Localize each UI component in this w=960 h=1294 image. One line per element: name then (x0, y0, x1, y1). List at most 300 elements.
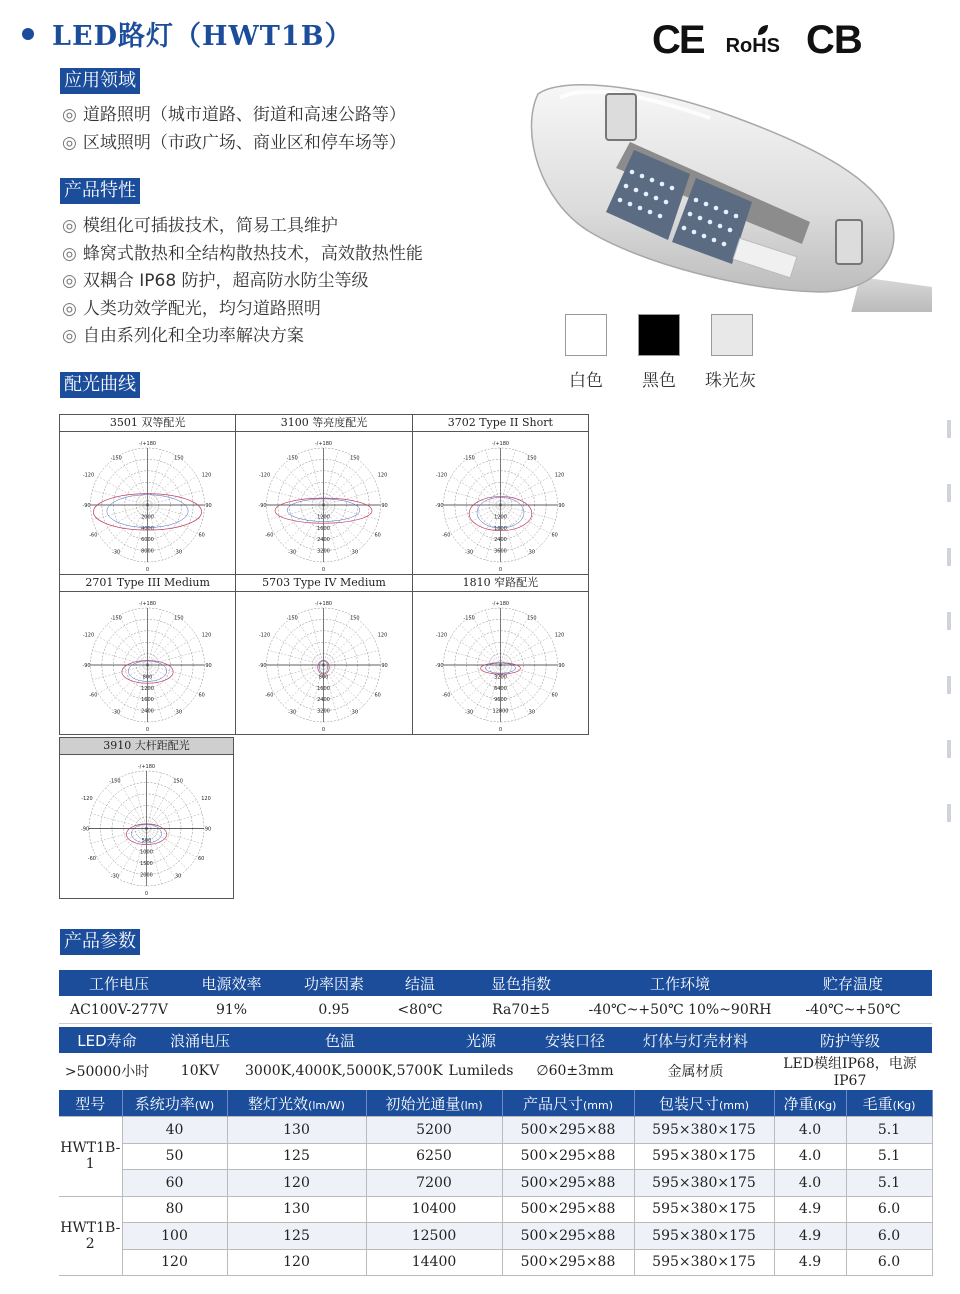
table-cell: 60 (122, 1170, 227, 1197)
model-col-header (227, 1090, 366, 1117)
section-application: 应用领域 (60, 68, 140, 94)
spec-value: >50000小时 (64, 1064, 150, 1080)
curve-label: 3501 双等配光 (60, 415, 235, 432)
spec-value: AC100V-277V (59, 996, 179, 1024)
col-unit: (Kg) (892, 1098, 916, 1112)
polar-angle-label: -30 (288, 709, 297, 716)
table-cell: 4.9 (774, 1249, 846, 1276)
polar-ring-label: 1600 (317, 685, 331, 692)
spec-header: 浪涌电压 (155, 1027, 245, 1053)
polar-spoke (500, 665, 549, 694)
spec-header: 灯体与灯壳材料 (623, 1027, 768, 1053)
polar-spoke (148, 665, 203, 680)
polar-angle-label: -/+180 (491, 601, 509, 607)
polar-spoke (91, 814, 147, 829)
polar-angle-label: 120 (378, 632, 388, 639)
polar-angle-label: -30 (464, 549, 473, 556)
list-item-text: 自由系列化和全功率解决方案 (82, 326, 304, 346)
table-cell: 130 (227, 1196, 366, 1223)
polar-angle-label: -30 (112, 549, 121, 556)
polar-angle-label: -60 (87, 856, 96, 863)
polar-ring-label: 12800 (492, 708, 509, 715)
polar-angle-label: -150 (463, 615, 475, 622)
swatch-label-black: 黑色 (642, 371, 676, 391)
col-name: 包装尺寸 (658, 1094, 719, 1113)
polar-spoke (324, 505, 373, 534)
polar-spoke (118, 779, 147, 829)
polar-ring-label: 1500 (140, 861, 153, 867)
spec-value: -40℃~+50℃ 10%~90RH (586, 996, 774, 1024)
section-features: 产品特性 (60, 178, 140, 204)
polar-spoke (309, 450, 324, 505)
list-item-text: 区域照明（市政广场、商业区和停车场等） (82, 132, 406, 153)
table-cell: 100 (122, 1223, 227, 1250)
polar-spoke (98, 477, 147, 506)
table-cell: 4.0 (774, 1143, 846, 1170)
polar-angle-label: 30 (175, 549, 183, 556)
rohs-text: RoHS (725, 35, 781, 57)
table-cell: 4.0 (774, 1170, 846, 1197)
polar-angle-label: 90 (204, 826, 212, 833)
polar-spoke (500, 637, 549, 666)
table-cell: 130 (227, 1117, 366, 1144)
polar-angle-label: -30 (112, 709, 121, 716)
spec-header: 光源 (435, 1027, 527, 1053)
polar-spoke (500, 610, 515, 665)
polar-spoke (133, 450, 148, 505)
table-cell: 4.9 (774, 1196, 846, 1223)
polar-angle-label: -90 (435, 503, 444, 509)
list-item (62, 268, 369, 295)
polar-spoke (147, 779, 176, 829)
spec-header: 功率因素 (284, 970, 384, 996)
col-unit: (mm) (583, 1098, 614, 1112)
polar-angle-label: 120 (378, 472, 388, 479)
list-item (62, 296, 321, 323)
polar-angle-label: 90 (205, 663, 212, 669)
curve-cell (59, 737, 234, 899)
polar-angle-label: -30 (110, 873, 119, 880)
polar-angle-label: 90 (557, 503, 565, 509)
polar-spoke (147, 773, 162, 829)
col-name: 系统功率 (134, 1094, 195, 1113)
table-cell: 6.0 (846, 1249, 932, 1276)
col-unit: (Kg) (813, 1098, 837, 1112)
table-cell: 500×295×88 (502, 1196, 634, 1223)
polar-ring-label: 800 (142, 674, 153, 681)
table-row (59, 1196, 932, 1223)
spec-header: 工作环境 (586, 970, 774, 996)
polar-spoke (107, 465, 147, 505)
model-col-header (634, 1090, 774, 1117)
curve-label: 3702 Type II Short (413, 415, 588, 432)
list-item-text: 道路照明（城市道路、街道和高速公路等） (82, 105, 406, 125)
polar-ring-label: 1600 (141, 697, 154, 704)
table-cell: 595×380×175 (634, 1170, 774, 1197)
polar-spoke (147, 829, 203, 844)
polar-angle-label: 120 (201, 472, 212, 479)
spec-value: Lumileds (448, 1063, 514, 1079)
polar-spoke (500, 650, 555, 665)
polar-spoke (324, 616, 353, 665)
polar-spoke (324, 665, 373, 694)
spec-value: 0.95 (284, 996, 384, 1024)
col-name: 毛重 (862, 1094, 893, 1113)
models-table (59, 1090, 933, 1276)
spec-value: 金属材质 (667, 1064, 724, 1080)
polar-angle-label: -90 (258, 503, 267, 509)
curve-label: 3100 等亮度配光 (236, 415, 411, 432)
polar-spoke (451, 665, 500, 694)
polar-spoke (324, 610, 339, 665)
model-col-header (59, 1090, 122, 1117)
polar-spoke (148, 505, 197, 534)
col-unit: (lm) (460, 1098, 483, 1112)
polar-angle-label: -60 (89, 532, 98, 539)
polar-ring-label: 1600 (317, 525, 331, 532)
polar-spoke (500, 616, 529, 665)
table-cell: 10400 (366, 1196, 502, 1223)
table-row (59, 1170, 932, 1197)
polar-angle-label: -90 (435, 663, 444, 669)
polar-angle-label: 150 (350, 455, 360, 462)
polar-angle-label: 150 (526, 615, 537, 622)
curve-label: 1810 窄路配光 (413, 575, 588, 592)
polar-spoke (500, 505, 549, 534)
polar-spoke (274, 505, 323, 534)
polar-angle-label: 30 (528, 709, 535, 716)
spec-value: 10KV (180, 1063, 220, 1079)
polar-angle-label: 150 (173, 778, 183, 785)
polar-ring-label: 1000 (140, 849, 153, 856)
model-name: HWT1B-1 (59, 1117, 122, 1197)
polar-angle-label: 60 (374, 532, 382, 539)
polar-angle-label: -30 (464, 709, 473, 716)
swatch-black (638, 314, 680, 356)
table-cell: 595×380×175 (634, 1249, 774, 1276)
polar-ring-label: 3600 (493, 548, 507, 555)
list-item-text: 模组化可插拔技术，简易工具维护 (82, 216, 338, 236)
polar-spoke (147, 829, 197, 858)
table-row (59, 1143, 932, 1170)
polar-angle-label: 150 (350, 615, 360, 622)
table-cell: 500×295×88 (502, 1249, 634, 1276)
polar-spoke (148, 610, 163, 665)
polar-angle-label: -/+180 (138, 601, 157, 607)
polar-ring-label: 4000 (141, 525, 154, 532)
section-curves: 配光曲线 (60, 372, 140, 398)
table-cell: 6.0 (846, 1223, 932, 1250)
polar-angle-label: -150 (110, 455, 122, 462)
polar-spoke (148, 450, 163, 505)
table-cell: 4.9 (774, 1223, 846, 1250)
polar-spoke (119, 456, 148, 505)
polar-angle-label: 90 (205, 503, 212, 509)
col-name: 净重 (783, 1094, 814, 1113)
cb-mark-logo: CB (806, 18, 862, 62)
polar-angle-label: -150 (110, 615, 122, 622)
table-cell: 80 (122, 1196, 227, 1223)
table-cell: 500×295×88 (502, 1223, 634, 1250)
polar-spoke (472, 616, 501, 665)
spec-header: 防护等级 (768, 1027, 932, 1053)
polar-spoke (295, 616, 324, 665)
model-col-header (846, 1090, 932, 1117)
table-row (59, 1117, 932, 1144)
polar-angle-label: 60 (197, 856, 205, 863)
polar-spoke (148, 505, 203, 520)
polar-angle-label: 120 (554, 472, 564, 479)
polar-ring-label: 2400 (493, 537, 507, 544)
polar-spoke (445, 505, 500, 520)
polar-spoke (324, 637, 373, 666)
spec-header: 电源效率 (179, 970, 284, 996)
polar-ring-label: 3200 (317, 548, 331, 555)
table-row (59, 1223, 932, 1250)
polar-chart (60, 592, 235, 734)
polar-angle-label: -90 (258, 663, 267, 669)
table-cell: 40 (122, 1117, 227, 1144)
table-cell: 120 (227, 1249, 366, 1276)
col-unit: (mm) (719, 1098, 750, 1112)
list-item-text: 双耦合 IP68 防护，超高防水防尘等级 (82, 271, 369, 291)
polar-angle-label: 30 (174, 873, 182, 880)
title-bullet-icon (22, 28, 34, 40)
table-cell: 500×295×88 (502, 1143, 634, 1170)
polar-chart (413, 592, 588, 734)
bullet-mark-icon: ◎ (62, 132, 77, 153)
polar-ring-label: 1200 (141, 685, 154, 692)
polar-ring-label: 2000 (141, 514, 154, 521)
polar-ring-label: 2400 (317, 697, 331, 704)
polar-angle-label: -120 (259, 472, 271, 479)
polar-spoke (460, 625, 500, 665)
polar-angle-label: 150 (526, 455, 537, 462)
list-item-text: 蜂窝式散热和全结构散热技术，高效散热性能 (82, 243, 423, 264)
section-params: 产品参数 (60, 929, 140, 955)
polar-angle-label: -/+180 (315, 441, 333, 447)
spec-header: LED寿命 (59, 1027, 155, 1053)
polar-angle-label: -/+180 (137, 764, 156, 770)
polar-spoke (324, 450, 339, 505)
polar-spoke (451, 477, 500, 506)
polar-chart (236, 432, 411, 574)
spec-header: 工作电压 (59, 970, 179, 996)
polar-angle-label: 30 (528, 549, 535, 556)
polar-spoke (147, 800, 197, 829)
polar-spoke (500, 465, 540, 505)
polar-spoke (500, 477, 549, 506)
street-lamp-image (520, 72, 932, 312)
table-cell: 5200 (366, 1117, 502, 1144)
rohs-mark-logo (726, 35, 780, 58)
polar-angle-label: -150 (463, 455, 475, 462)
polar-angle-label: -60 (265, 532, 274, 539)
spec-header: 色温 (245, 1027, 435, 1053)
bullet-mark-icon: ◎ (62, 105, 77, 125)
edge-marks (947, 420, 953, 840)
polar-spoke (107, 625, 147, 665)
polar-spoke (97, 800, 147, 829)
col-unit: (W) (194, 1098, 215, 1112)
polar-angle-label: -120 (81, 795, 93, 802)
polar-angle-label: 0 (498, 567, 502, 573)
col-name: 整灯光效 (248, 1094, 309, 1113)
polar-angle-label: 0 (144, 891, 149, 897)
spec-value: LED模组IP68，电源IP67 (783, 1056, 917, 1089)
model-name: HWT1B-2 (59, 1196, 122, 1276)
polar-angle-label: 60 (198, 532, 205, 539)
spec-header: 结温 (384, 970, 456, 996)
curve-label: 2701 Type III Medium (60, 575, 235, 592)
polar-angle-label: -/+180 (315, 601, 333, 607)
bullet-mark-icon: ◎ (62, 326, 77, 346)
polar-spoke (269, 665, 324, 680)
spec-header: 贮存温度 (774, 970, 932, 996)
polar-ring-label: 2000 (140, 872, 153, 879)
polar-angle-label: -120 (259, 632, 271, 639)
spec-table-1 (59, 970, 932, 1024)
polar-spoke (324, 665, 379, 680)
model-col-header (366, 1090, 502, 1117)
table-cell: 50 (122, 1143, 227, 1170)
polar-spoke (92, 650, 147, 665)
curve-cell (236, 575, 412, 735)
polar-spoke (445, 650, 500, 665)
table-cell: 4.0 (774, 1117, 846, 1144)
polar-spoke (295, 456, 324, 505)
curve-cell (60, 575, 236, 735)
table-cell: 595×380×175 (634, 1143, 774, 1170)
polar-spoke (119, 616, 148, 665)
polar-angle-label: 0 (322, 567, 326, 573)
swatch-label-white: 白色 (569, 371, 603, 391)
polar-spoke (97, 829, 147, 858)
polar-spoke (451, 505, 500, 534)
model-col-header (502, 1090, 634, 1117)
polar-ring-label: 3200 (317, 708, 331, 715)
polar-angle-label: -120 (82, 472, 95, 479)
polar-chart (413, 432, 588, 574)
polar-spoke (148, 625, 188, 665)
polar-ring-label: 1200 (493, 514, 507, 521)
bullet-mark-icon: ◎ (62, 243, 77, 264)
curve-label: 3910 大杆距配光 (60, 738, 233, 755)
swatch-pearl-gray (711, 314, 753, 356)
ce-mark-logo: CE (652, 18, 704, 62)
curve-cell (412, 415, 588, 575)
polar-angle-label: -90 (80, 826, 90, 833)
polar-angle-label: 90 (557, 663, 565, 669)
polar-angle-label: -60 (89, 692, 98, 699)
spec-table-2 (59, 1027, 932, 1089)
polar-spoke (451, 637, 500, 666)
polar-spoke (269, 650, 324, 665)
polar-angle-label: 150 (174, 455, 184, 462)
polar-spoke (284, 625, 324, 665)
polar-spoke (324, 625, 364, 665)
polar-angle-label: 0 (145, 727, 150, 733)
list-item (62, 102, 406, 129)
polar-spoke (148, 616, 177, 665)
polar-angle-label: -/+180 (138, 441, 157, 447)
table-cell: 500×295×88 (502, 1117, 634, 1144)
col-name: 型号 (75, 1094, 106, 1113)
table-cell: 120 (122, 1249, 227, 1276)
polar-chart (60, 432, 235, 574)
bullet-mark-icon: ◎ (62, 216, 77, 236)
polar-spoke (485, 610, 500, 665)
title-row (22, 14, 353, 53)
polar-spoke (324, 456, 353, 505)
polar-spoke (147, 788, 188, 829)
model-col-header (122, 1090, 227, 1117)
polar-angle-label: 0 (322, 727, 326, 733)
polar-angle-label: 120 (554, 632, 564, 639)
polar-ring-label: 6400 (493, 685, 507, 692)
table-cell: 595×380×175 (634, 1196, 774, 1223)
polar-angle-label: -60 (441, 532, 451, 539)
polar-angle-label: 90 (381, 663, 389, 669)
polar-spoke (148, 650, 203, 665)
polar-spoke (148, 477, 197, 506)
bullet-mark-icon: ◎ (62, 271, 77, 291)
polar-angle-label: -120 (82, 632, 95, 639)
polar-angle-label: -30 (288, 549, 297, 556)
polar-ring-label: 500 (141, 838, 152, 844)
polar-angle-label: 30 (351, 709, 359, 716)
table-cell: 5.1 (846, 1170, 932, 1197)
spec-value: Ra70±5 (456, 996, 586, 1024)
polar-spoke (460, 465, 500, 505)
polar-spoke (309, 610, 324, 665)
swatch-white (565, 314, 607, 356)
polar-angle-label: -120 (435, 632, 447, 639)
spec-value: ∅60±3mm (536, 1063, 614, 1079)
polar-angle-label: 120 (201, 795, 211, 802)
polar-angle-label: 0 (145, 567, 150, 573)
polar-spoke (92, 665, 147, 680)
polar-spoke (500, 490, 555, 505)
table-cell: 125 (227, 1143, 366, 1170)
polar-spoke (500, 625, 540, 665)
col-unit: (lm/W) (308, 1098, 345, 1112)
table-cell: 14400 (366, 1249, 502, 1276)
table-cell: 595×380×175 (634, 1117, 774, 1144)
leaf-icon (756, 23, 770, 37)
polar-ring-label: 3200 (493, 674, 507, 681)
polar-spoke (98, 505, 147, 534)
polar-spoke (148, 465, 188, 505)
polar-chart (60, 755, 233, 898)
polar-angle-label: 150 (174, 615, 184, 622)
list-item-text: 人类功效学配光，均匀道路照明 (82, 298, 321, 319)
table-cell: 5.1 (846, 1117, 932, 1144)
polar-angle-label: -60 (265, 692, 274, 699)
polar-ring-label: 8000 (141, 548, 154, 555)
polar-angle-label: -120 (435, 472, 447, 479)
polar-spoke (445, 490, 500, 505)
table-row (59, 1249, 932, 1276)
polar-spoke (274, 665, 323, 694)
polar-ring-label: 2400 (141, 708, 154, 715)
polar-spoke (274, 477, 323, 506)
swatch-label-pearl-gray: 珠光灰 (705, 371, 756, 391)
polar-ring-label: 6000 (141, 537, 154, 544)
polar-spoke (133, 610, 148, 665)
polar-spoke (106, 788, 147, 829)
polar-angle-label: 30 (175, 709, 183, 716)
